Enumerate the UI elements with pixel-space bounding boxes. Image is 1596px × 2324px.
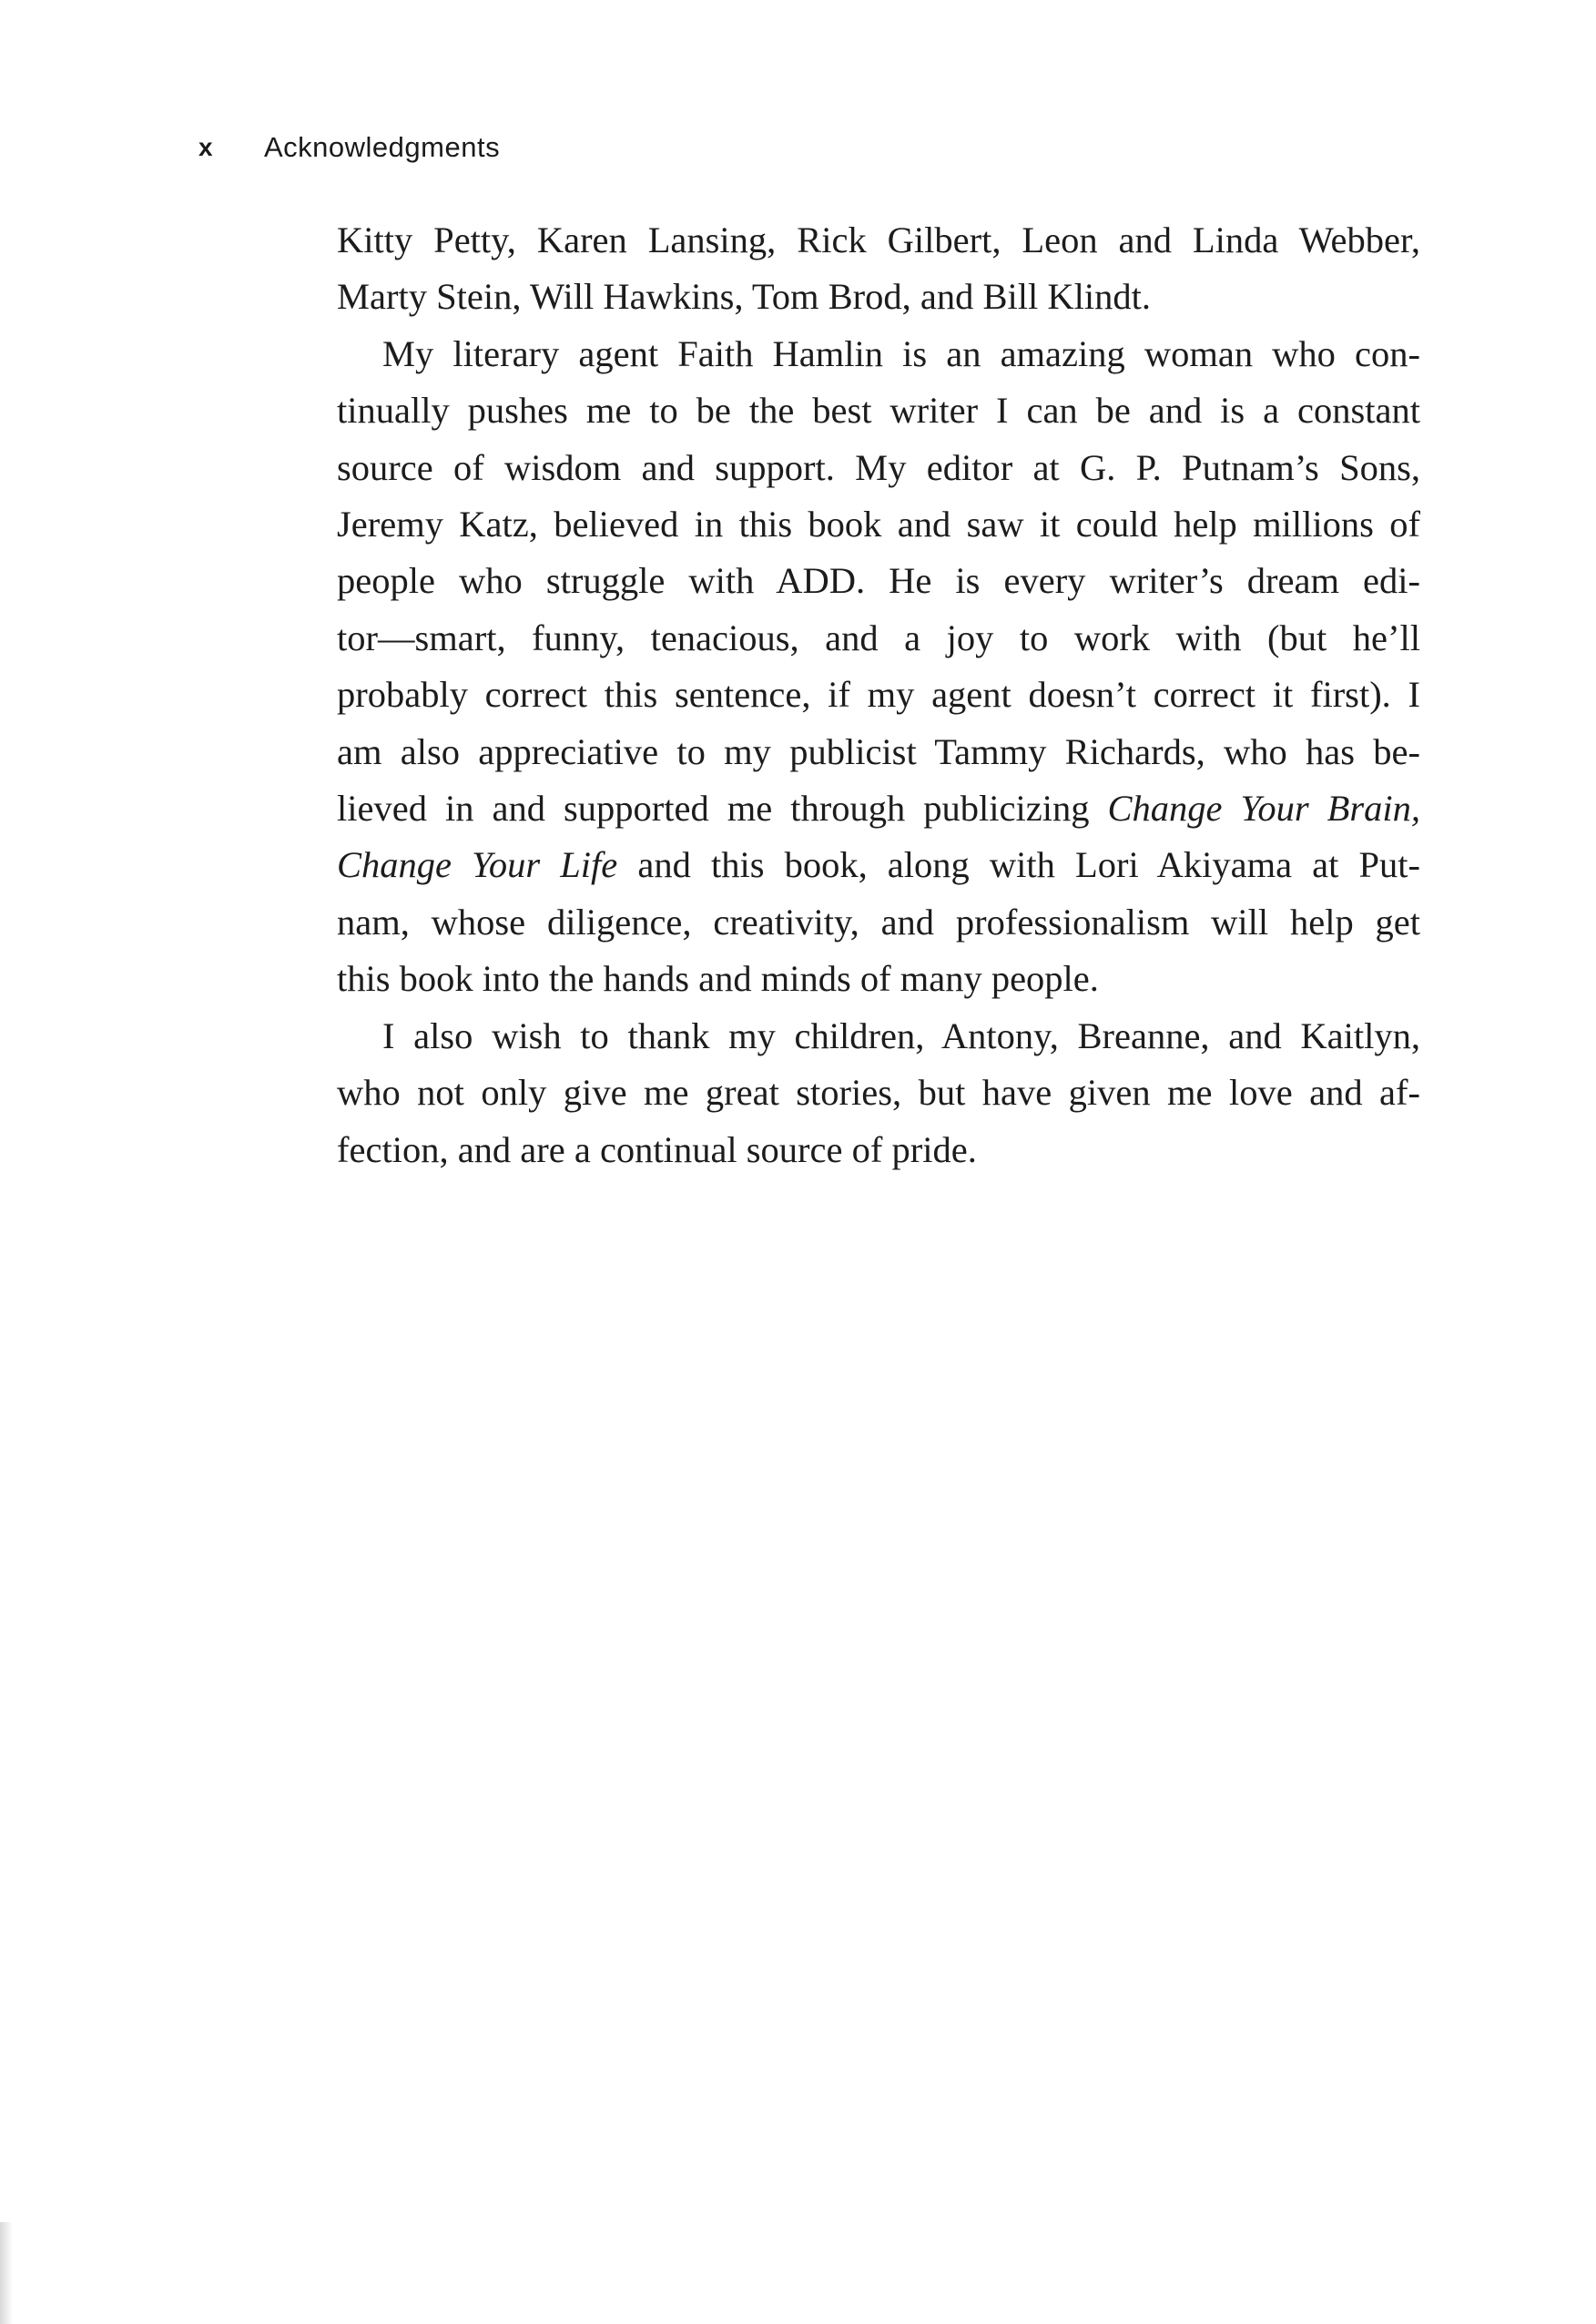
text-run: lieved in and supported me through publicizing [337, 788, 1108, 830]
text-line [337, 837, 1420, 893]
paragraph-2 [337, 326, 1420, 1008]
text-line: fection, and are a continual source of pride. [337, 1128, 977, 1170]
text-line: this book into the hands and minds of many people. [337, 958, 1099, 1000]
text-line: I also wish to thank my children, Antony, Breanne, and Kaitlyn, [382, 1014, 1420, 1056]
text-run: and this book, along with Lori Akiyama at Put- [617, 844, 1420, 886]
text-line: probably correct this sentence, if my agent doesn’t correct it first). I [337, 674, 1420, 716]
paragraph-1 [337, 212, 1420, 326]
text-line: am also appreciative to my publicist Tammy Richards, who has be- [337, 730, 1420, 772]
running-head [198, 127, 500, 168]
text-line: Kitty Petty, Karen Lansing, Rick Gilbert, Leon and Linda Webber, [337, 219, 1420, 260]
body-text [337, 212, 1420, 1178]
text-line: source of wisdom and support. My editor at G. P. Putnam’s Sons, [337, 446, 1420, 488]
paragraph-3 [337, 1008, 1420, 1178]
text-line: who not only give me great stories, but have given me love and af- [337, 1072, 1420, 1114]
text-line: Jeremy Katz, believed in this book and saw it could help millions of [337, 504, 1420, 545]
book-title-italic: Change Your Brain, [1107, 788, 1420, 830]
text-line: tor—smart, funny, tenacious, and a joy to work with (but he’ll [337, 617, 1420, 658]
text-line: My literary agent Faith Hamlin is an amazing woman who con- [382, 332, 1420, 374]
text-line: people who struggle with ADD. He is every writer’s dream edi- [337, 560, 1420, 602]
section-title: Acknowledgments [264, 131, 501, 163]
book-title-italic: Change Your Life [337, 844, 618, 886]
page-number: x [198, 133, 214, 161]
text-line [337, 780, 1420, 837]
page-edge-shadow [0, 2222, 13, 2324]
text-line: nam, whose diligence, creativity, and professionalism will help get [337, 901, 1420, 943]
text-line: Marty Stein, Will Hawkins, Tom Brod, and Bill Klindt. [337, 276, 1152, 318]
text-line: tinually pushes me to be the best writer I can be and is a constant [337, 390, 1420, 432]
